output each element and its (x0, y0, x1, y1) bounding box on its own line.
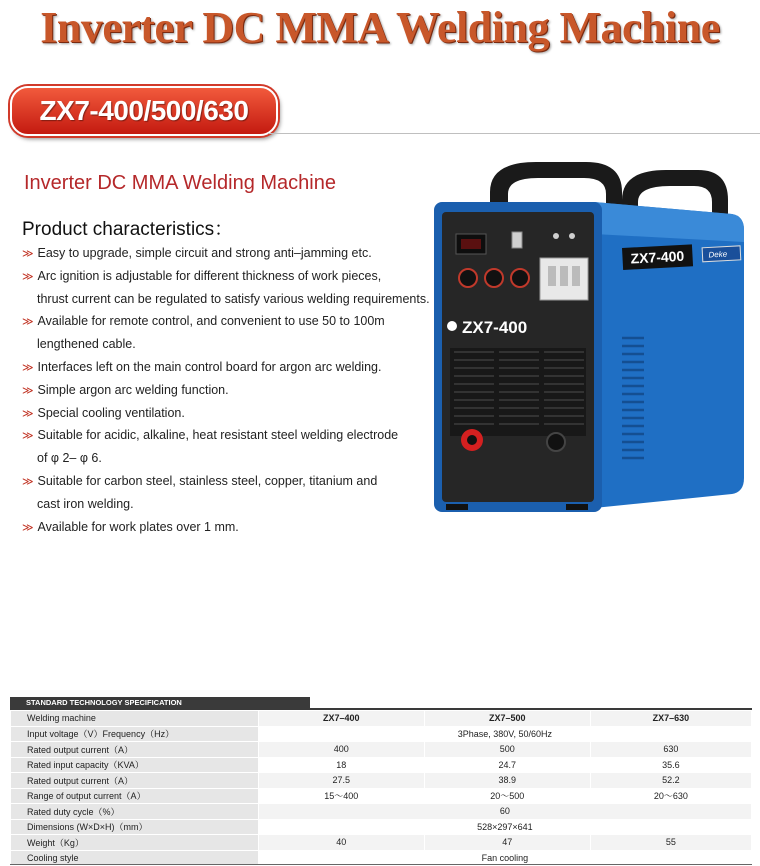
feature-text-continued: thrust current can be regulated to satisfy various welding requirements. (37, 291, 430, 306)
spec-value: 15～400 (258, 788, 424, 804)
feature-text: Interfaces left on the main control board for argon arc welding. (37, 360, 382, 374)
feature-item (22, 473, 377, 490)
spec-label: Rated input capacity（KVA） (11, 757, 259, 773)
table-row (11, 726, 752, 742)
chevron-bullet-icon: ≫ (22, 316, 32, 329)
feature-item (22, 427, 398, 444)
side-model-label: ZX7-400 (630, 247, 685, 267)
chevron-bullet-icon: ≫ (22, 248, 32, 260)
chevron-bullet-icon: ≫ (22, 384, 32, 397)
table-row (11, 757, 752, 773)
chevron-bullet-icon: ≫ (22, 362, 32, 374)
spec-value: 27.5 (258, 773, 424, 789)
feature-text: Available for remote control, and convenient to use 50 to 100m (37, 314, 385, 329)
spec-value: 528×297×641 (258, 819, 751, 835)
spec-label: Range of output current（A） (11, 788, 259, 804)
model-column-header: ZX7–500 (424, 711, 590, 727)
table-row (11, 788, 752, 804)
spec-value: 47 (424, 835, 590, 851)
table-row (11, 742, 752, 758)
spec-value: 38.9 (424, 773, 590, 789)
spec-value: 55 (590, 835, 751, 851)
product-subtitle: Inverter DC MMA Welding Machine (24, 172, 336, 194)
chevron-bullet-icon: ≫ (22, 521, 32, 534)
feature-item (22, 359, 381, 376)
feature-item (22, 405, 185, 422)
spec-value: Fan cooling (258, 850, 751, 866)
table-row (11, 804, 752, 820)
spec-value: 52.2 (590, 773, 751, 789)
table-row (11, 711, 752, 727)
feature-text: Special cooling ventilation. (37, 405, 185, 420)
spec-label: Cooling style (11, 850, 259, 866)
model-column-header: ZX7–630 (590, 711, 751, 727)
spec-label: Weight（Kg） (11, 835, 259, 851)
feature-text: Available for work plates over 1 mm. (37, 519, 239, 534)
spec-value: 20～630 (590, 788, 751, 804)
spec-value: 35.6 (590, 757, 751, 773)
brand-logo: Deke (708, 249, 728, 260)
output-terminal-icon (547, 433, 565, 451)
table-row (11, 835, 752, 851)
welding-machine-illustration (426, 152, 756, 512)
feature-text: Easy to upgrade, simple circuit and strong anti–jamming etc. (37, 246, 372, 260)
power-switch (512, 232, 522, 248)
knob-icon (511, 269, 529, 287)
feature-text-continued: lengthened cable. (37, 337, 136, 352)
spec-value: 400 (258, 742, 424, 758)
feature-text-continued: of φ 2– φ 6. (37, 451, 102, 466)
table-bottom-rule (10, 864, 752, 865)
spec-value: 630 (590, 742, 751, 758)
knob-icon (459, 269, 477, 287)
spec-value: 500 (424, 742, 590, 758)
feature-text: Arc ignition is adjustable for different thickness of work pieces, (37, 268, 382, 283)
spec-label: Dimensions (W×D×H)（mm） (11, 819, 259, 835)
table-row (11, 819, 752, 835)
chevron-bullet-icon: ≫ (22, 407, 32, 420)
spec-value: 60 (258, 804, 751, 820)
table-row (11, 773, 752, 789)
chevron-bullet-icon: ≫ (22, 430, 32, 443)
feature-item (22, 519, 239, 536)
chevron-bullet-icon: ≫ (22, 270, 32, 283)
divider (268, 133, 760, 134)
feature-text: Suitable for carbon steel, stainless steel, copper, titanium and (37, 474, 378, 488)
spec-label: Rated duty cycle（%） (11, 804, 259, 820)
spec-value: 3Phase, 380V, 50/60Hz (258, 726, 751, 742)
spec-table (10, 710, 752, 866)
spec-label: Input voltage（V）Frequency（Hz） (11, 726, 259, 742)
characteristics-heading: Product characteristics： (22, 219, 234, 240)
spec-label: Rated output current（A） (11, 773, 259, 789)
model-range-label: ZX7-400/500/630 (39, 95, 249, 126)
spec-value: 40 (258, 835, 424, 851)
feature-text-continued: cast iron welding. (37, 496, 134, 511)
spec-value: 18 (258, 757, 424, 773)
spec-value: 20～500 (424, 788, 590, 804)
feature-item (22, 313, 385, 330)
feature-text: Simple argon arc welding function. (37, 382, 229, 397)
knob-icon (485, 269, 503, 287)
chevron-bullet-icon: ≫ (22, 476, 32, 488)
front-model-label: ZX7-400 (462, 318, 528, 337)
spec-value: 24.7 (424, 757, 590, 773)
model-column-header: ZX7–400 (258, 711, 424, 727)
spec-table-header: STANDARD TECHNOLOGY SPECIFICATION (10, 697, 310, 708)
feature-text: Suitable for acidic, alkaline, heat resistant steel welding electrode (37, 428, 399, 443)
feature-item (22, 268, 381, 285)
spec-label: Welding machine (11, 711, 259, 727)
spec-label: Rated output current（A） (11, 742, 259, 758)
model-range-badge (10, 86, 278, 136)
feature-item (22, 382, 229, 399)
page-title: Inverter DC MMA Welding Machine (40, 3, 720, 52)
feature-item (22, 245, 372, 262)
